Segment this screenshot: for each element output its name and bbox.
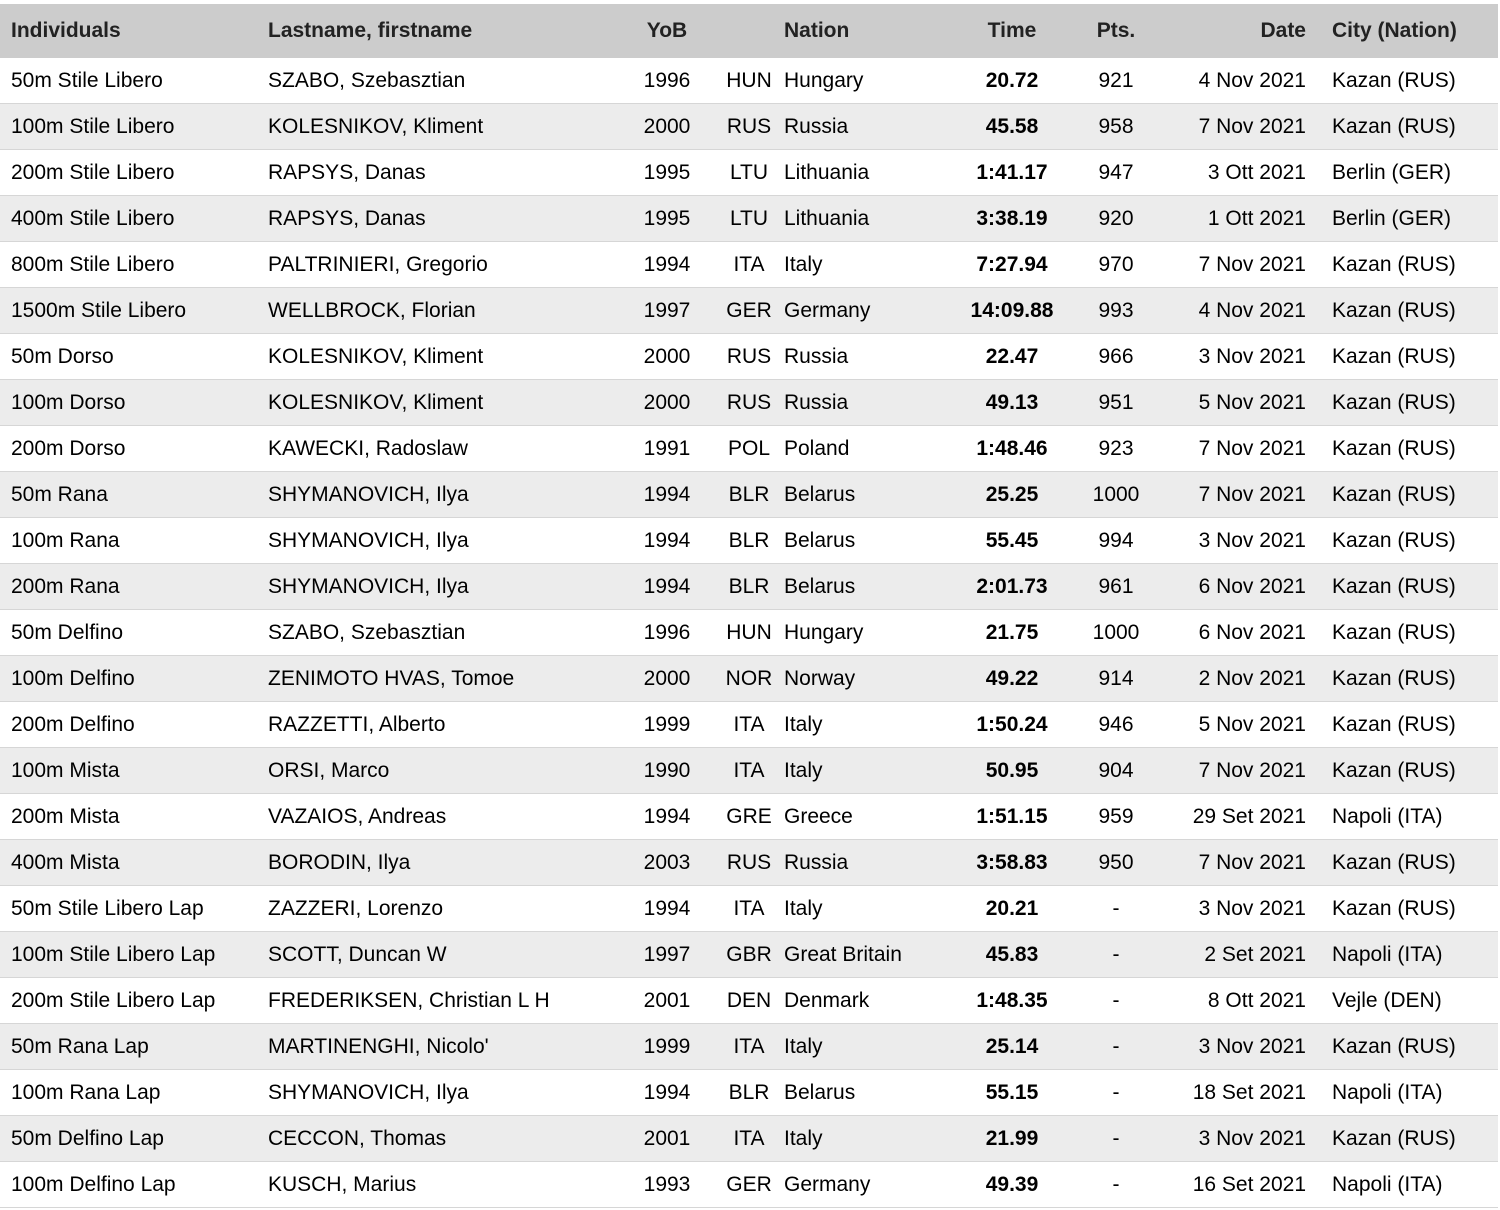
cell-athlete-name: VAZAIOS, Andreas	[268, 794, 620, 840]
cell-points: -	[1072, 886, 1160, 932]
cell-nation: Great Britain	[784, 932, 952, 978]
cell-athlete-name: WELLBROCK, Florian	[268, 288, 620, 334]
cell-event: 200m Stile Libero Lap	[0, 978, 268, 1024]
cell-points: -	[1072, 1070, 1160, 1116]
table-row	[0, 748, 1498, 794]
table-row	[0, 978, 1498, 1024]
cell-event: 200m Delfino	[0, 702, 268, 748]
table-row	[0, 1070, 1498, 1116]
table-row	[0, 288, 1498, 334]
cell-date: 4 Nov 2021	[1160, 288, 1310, 334]
cell-event: 50m Rana	[0, 472, 268, 518]
cell-date: 2 Nov 2021	[1160, 656, 1310, 702]
cell-event: 400m Mista	[0, 840, 268, 886]
cell-date: 7 Nov 2021	[1160, 748, 1310, 794]
cell-nation-code: GBR	[714, 932, 784, 978]
header-date: Date	[1160, 4, 1310, 58]
table-row	[0, 564, 1498, 610]
cell-event: 50m Delfino	[0, 610, 268, 656]
cell-time: 2:01.73	[952, 564, 1072, 610]
cell-event: 50m Stile Libero	[0, 58, 268, 104]
cell-date: 18 Set 2021	[1160, 1070, 1310, 1116]
cell-time: 3:58.83	[952, 840, 1072, 886]
cell-athlete-name: SZABO, Szebasztian	[268, 58, 620, 104]
cell-year-of-birth: 1994	[620, 564, 714, 610]
cell-date: 1 Ott 2021	[1160, 196, 1310, 242]
cell-year-of-birth: 2001	[620, 978, 714, 1024]
cell-nation-code: NOR	[714, 656, 784, 702]
cell-time: 14:09.88	[952, 288, 1072, 334]
cell-event: 100m Delfino	[0, 656, 268, 702]
cell-points: 1000	[1072, 610, 1160, 656]
cell-date: 5 Nov 2021	[1160, 702, 1310, 748]
cell-athlete-name: ZAZZERI, Lorenzo	[268, 886, 620, 932]
cell-year-of-birth: 2003	[620, 840, 714, 886]
cell-athlete-name: KOLESNIKOV, Kliment	[268, 104, 620, 150]
cell-time: 1:41.17	[952, 150, 1072, 196]
cell-nation: Belarus	[784, 1070, 952, 1116]
cell-year-of-birth: 1995	[620, 150, 714, 196]
cell-athlete-name: SHYMANOVICH, Ilya	[268, 1070, 620, 1116]
cell-nation-code: GRE	[714, 794, 784, 840]
cell-nation-code: ITA	[714, 242, 784, 288]
header-name: Lastname, firstname	[268, 4, 620, 58]
header-time: Time	[952, 4, 1072, 58]
cell-points: -	[1072, 978, 1160, 1024]
cell-time: 22.47	[952, 334, 1072, 380]
table-row	[0, 702, 1498, 748]
cell-event: 200m Dorso	[0, 426, 268, 472]
cell-year-of-birth: 2000	[620, 656, 714, 702]
cell-event: 100m Dorso	[0, 380, 268, 426]
cell-year-of-birth: 2001	[620, 1116, 714, 1162]
cell-city: Kazan (RUS)	[1310, 58, 1498, 104]
cell-athlete-name: KOLESNIKOV, Kliment	[268, 334, 620, 380]
cell-event: 800m Stile Libero	[0, 242, 268, 288]
table-row	[0, 242, 1498, 288]
cell-time: 1:51.15	[952, 794, 1072, 840]
cell-athlete-name: KUSCH, Marius	[268, 1162, 620, 1208]
cell-date: 3 Nov 2021	[1160, 1024, 1310, 1070]
cell-date: 7 Nov 2021	[1160, 426, 1310, 472]
cell-nation-code: RUS	[714, 840, 784, 886]
cell-points: 946	[1072, 702, 1160, 748]
cell-year-of-birth: 2000	[620, 334, 714, 380]
cell-nation-code: POL	[714, 426, 784, 472]
cell-time: 21.99	[952, 1116, 1072, 1162]
cell-nation: Norway	[784, 656, 952, 702]
cell-nation-code: ITA	[714, 702, 784, 748]
cell-athlete-name: KOLESNIKOV, Kliment	[268, 380, 620, 426]
cell-points: 994	[1072, 518, 1160, 564]
cell-time: 1:48.46	[952, 426, 1072, 472]
cell-date: 6 Nov 2021	[1160, 610, 1310, 656]
cell-year-of-birth: 1994	[620, 1070, 714, 1116]
header-row	[0, 4, 1498, 58]
cell-event: 50m Stile Libero Lap	[0, 886, 268, 932]
cell-year-of-birth: 1999	[620, 702, 714, 748]
cell-city: Kazan (RUS)	[1310, 840, 1498, 886]
cell-year-of-birth: 2000	[620, 104, 714, 150]
cell-event: 100m Stile Libero Lap	[0, 932, 268, 978]
cell-city: Berlin (GER)	[1310, 150, 1498, 196]
cell-city: Kazan (RUS)	[1310, 104, 1498, 150]
cell-date: 2 Set 2021	[1160, 932, 1310, 978]
cell-city: Kazan (RUS)	[1310, 288, 1498, 334]
cell-date: 3 Nov 2021	[1160, 886, 1310, 932]
cell-nation-code: HUN	[714, 58, 784, 104]
cell-city: Kazan (RUS)	[1310, 1024, 1498, 1070]
cell-date: 7 Nov 2021	[1160, 104, 1310, 150]
cell-points: 947	[1072, 150, 1160, 196]
cell-date: 5 Nov 2021	[1160, 380, 1310, 426]
cell-year-of-birth: 1994	[620, 886, 714, 932]
cell-city: Kazan (RUS)	[1310, 334, 1498, 380]
cell-city: Napoli (ITA)	[1310, 1070, 1498, 1116]
cell-points: 921	[1072, 58, 1160, 104]
header-yob: YoB	[620, 4, 714, 58]
table-row	[0, 840, 1498, 886]
table-row	[0, 334, 1498, 380]
cell-nation-code: ITA	[714, 1024, 784, 1070]
cell-city: Kazan (RUS)	[1310, 1116, 1498, 1162]
cell-date: 29 Set 2021	[1160, 794, 1310, 840]
cell-time: 25.14	[952, 1024, 1072, 1070]
cell-date: 16 Set 2021	[1160, 1162, 1310, 1208]
cell-city: Napoli (ITA)	[1310, 1162, 1498, 1208]
cell-city: Kazan (RUS)	[1310, 748, 1498, 794]
cell-year-of-birth: 1994	[620, 794, 714, 840]
cell-time: 20.72	[952, 58, 1072, 104]
cell-city: Kazan (RUS)	[1310, 610, 1498, 656]
table-row	[0, 886, 1498, 932]
cell-nation-code: BLR	[714, 518, 784, 564]
cell-time: 21.75	[952, 610, 1072, 656]
table-row	[0, 196, 1498, 242]
cell-nation-code: RUS	[714, 380, 784, 426]
cell-event: 1500m Stile Libero	[0, 288, 268, 334]
cell-points: -	[1072, 1162, 1160, 1208]
cell-points: 993	[1072, 288, 1160, 334]
cell-athlete-name: RAPSYS, Danas	[268, 150, 620, 196]
cell-points: 959	[1072, 794, 1160, 840]
cell-athlete-name: CECCON, Thomas	[268, 1116, 620, 1162]
cell-nation-code: BLR	[714, 564, 784, 610]
cell-year-of-birth: 1999	[620, 1024, 714, 1070]
cell-city: Kazan (RUS)	[1310, 564, 1498, 610]
cell-year-of-birth: 1994	[620, 242, 714, 288]
table-row	[0, 656, 1498, 702]
table-row	[0, 518, 1498, 564]
table-row	[0, 610, 1498, 656]
cell-nation: Denmark	[784, 978, 952, 1024]
cell-city: Kazan (RUS)	[1310, 886, 1498, 932]
cell-time: 49.13	[952, 380, 1072, 426]
cell-nation-code: RUS	[714, 104, 784, 150]
cell-athlete-name: RAPSYS, Danas	[268, 196, 620, 242]
cell-athlete-name: SHYMANOVICH, Ilya	[268, 472, 620, 518]
cell-points: 961	[1072, 564, 1160, 610]
cell-date: 3 Nov 2021	[1160, 334, 1310, 380]
cell-athlete-name: BORODIN, Ilya	[268, 840, 620, 886]
cell-date: 8 Ott 2021	[1160, 978, 1310, 1024]
cell-nation: Germany	[784, 288, 952, 334]
table-row	[0, 472, 1498, 518]
cell-nation-code: ITA	[714, 748, 784, 794]
cell-city: Kazan (RUS)	[1310, 242, 1498, 288]
cell-nation: Germany	[784, 1162, 952, 1208]
cell-nation-code: BLR	[714, 1070, 784, 1116]
cell-athlete-name: MARTINENGHI, Nicolo'	[268, 1024, 620, 1070]
cell-nation: Hungary	[784, 610, 952, 656]
cell-event: 50m Delfino Lap	[0, 1116, 268, 1162]
table-row	[0, 1162, 1498, 1208]
cell-city: Vejle (DEN)	[1310, 978, 1498, 1024]
cell-event: 200m Mista	[0, 794, 268, 840]
cell-nation-code: ITA	[714, 886, 784, 932]
cell-year-of-birth: 1996	[620, 58, 714, 104]
cell-city: Kazan (RUS)	[1310, 518, 1498, 564]
cell-athlete-name: FREDERIKSEN, Christian L H	[268, 978, 620, 1024]
cell-nation: Poland	[784, 426, 952, 472]
cell-nation-code: GER	[714, 288, 784, 334]
cell-date: 7 Nov 2021	[1160, 840, 1310, 886]
cell-year-of-birth: 1994	[620, 518, 714, 564]
cell-nation-code: LTU	[714, 150, 784, 196]
table-row	[0, 58, 1498, 104]
cell-time: 55.15	[952, 1070, 1072, 1116]
cell-nation-code: RUS	[714, 334, 784, 380]
table-row	[0, 104, 1498, 150]
cell-time: 25.25	[952, 472, 1072, 518]
cell-time: 45.58	[952, 104, 1072, 150]
table-row	[0, 794, 1498, 840]
cell-city: Kazan (RUS)	[1310, 472, 1498, 518]
cell-date: 3 Nov 2021	[1160, 1116, 1310, 1162]
cell-nation-code: BLR	[714, 472, 784, 518]
cell-nation: Russia	[784, 840, 952, 886]
header-city: City (Nation)	[1310, 4, 1498, 58]
cell-nation: Italy	[784, 886, 952, 932]
cell-nation: Italy	[784, 702, 952, 748]
cell-year-of-birth: 1997	[620, 288, 714, 334]
cell-event: 100m Mista	[0, 748, 268, 794]
cell-year-of-birth: 2000	[620, 380, 714, 426]
cell-points: -	[1072, 932, 1160, 978]
cell-time: 50.95	[952, 748, 1072, 794]
cell-nation-code: GER	[714, 1162, 784, 1208]
cell-event: 100m Rana Lap	[0, 1070, 268, 1116]
cell-athlete-name: SHYMANOVICH, Ilya	[268, 518, 620, 564]
cell-athlete-name: PALTRINIERI, Gregorio	[268, 242, 620, 288]
cell-event: 100m Stile Libero	[0, 104, 268, 150]
cell-year-of-birth: 1994	[620, 472, 714, 518]
cell-event: 100m Rana	[0, 518, 268, 564]
cell-date: 6 Nov 2021	[1160, 564, 1310, 610]
cell-athlete-name: ORSI, Marco	[268, 748, 620, 794]
cell-event: 200m Stile Libero	[0, 150, 268, 196]
cell-date: 3 Nov 2021	[1160, 518, 1310, 564]
cell-athlete-name: ZENIMOTO HVAS, Tomoe	[268, 656, 620, 702]
cell-event: 100m Delfino Lap	[0, 1162, 268, 1208]
cell-points: 950	[1072, 840, 1160, 886]
cell-nation-code: HUN	[714, 610, 784, 656]
cell-year-of-birth: 1996	[620, 610, 714, 656]
header-points: Pts.	[1072, 4, 1160, 58]
cell-year-of-birth: 1990	[620, 748, 714, 794]
table-row	[0, 380, 1498, 426]
cell-athlete-name: SCOTT, Duncan W	[268, 932, 620, 978]
cell-points: 904	[1072, 748, 1160, 794]
cell-year-of-birth: 1997	[620, 932, 714, 978]
cell-year-of-birth: 1991	[620, 426, 714, 472]
cell-nation: Italy	[784, 1116, 952, 1162]
cell-event: 200m Rana	[0, 564, 268, 610]
cell-time: 45.83	[952, 932, 1072, 978]
cell-city: Kazan (RUS)	[1310, 702, 1498, 748]
cell-points: 920	[1072, 196, 1160, 242]
cell-time: 55.45	[952, 518, 1072, 564]
cell-nation: Hungary	[784, 58, 952, 104]
cell-city: Kazan (RUS)	[1310, 380, 1498, 426]
header-code	[714, 4, 784, 58]
table-row	[0, 1116, 1498, 1162]
cell-time: 7:27.94	[952, 242, 1072, 288]
table-row	[0, 932, 1498, 978]
cell-nation: Greece	[784, 794, 952, 840]
cell-year-of-birth: 1993	[620, 1162, 714, 1208]
cell-nation: Lithuania	[784, 196, 952, 242]
records-table	[0, 4, 1498, 1208]
cell-athlete-name: RAZZETTI, Alberto	[268, 702, 620, 748]
cell-nation-code: ITA	[714, 1116, 784, 1162]
cell-nation-code: LTU	[714, 196, 784, 242]
cell-points: 970	[1072, 242, 1160, 288]
cell-time: 1:48.35	[952, 978, 1072, 1024]
cell-athlete-name: KAWECKI, Radoslaw	[268, 426, 620, 472]
cell-nation: Italy	[784, 1024, 952, 1070]
cell-date: 4 Nov 2021	[1160, 58, 1310, 104]
cell-points: 914	[1072, 656, 1160, 702]
cell-nation-code: DEN	[714, 978, 784, 1024]
table-row	[0, 426, 1498, 472]
header-nation: Nation	[784, 4, 952, 58]
cell-athlete-name: SHYMANOVICH, Ilya	[268, 564, 620, 610]
cell-nation: Russia	[784, 104, 952, 150]
cell-event: 50m Dorso	[0, 334, 268, 380]
cell-nation: Belarus	[784, 472, 952, 518]
cell-date: 7 Nov 2021	[1160, 242, 1310, 288]
cell-city: Kazan (RUS)	[1310, 656, 1498, 702]
cell-points: -	[1072, 1024, 1160, 1070]
cell-nation: Belarus	[784, 518, 952, 564]
cell-nation: Italy	[784, 748, 952, 794]
cell-nation: Italy	[784, 242, 952, 288]
cell-time: 20.21	[952, 886, 1072, 932]
cell-points: 966	[1072, 334, 1160, 380]
table-row	[0, 150, 1498, 196]
cell-date: 7 Nov 2021	[1160, 472, 1310, 518]
cell-time: 3:38.19	[952, 196, 1072, 242]
cell-points: 923	[1072, 426, 1160, 472]
cell-event: 400m Stile Libero	[0, 196, 268, 242]
cell-event: 50m Rana Lap	[0, 1024, 268, 1070]
cell-nation: Russia	[784, 334, 952, 380]
header-individuals: Individuals	[0, 4, 268, 58]
cell-nation: Lithuania	[784, 150, 952, 196]
cell-city: Kazan (RUS)	[1310, 426, 1498, 472]
cell-city: Berlin (GER)	[1310, 196, 1498, 242]
cell-points: 958	[1072, 104, 1160, 150]
cell-city: Napoli (ITA)	[1310, 794, 1498, 840]
cell-time: 1:50.24	[952, 702, 1072, 748]
records-body	[0, 58, 1498, 1208]
cell-points: -	[1072, 1116, 1160, 1162]
cell-points: 951	[1072, 380, 1160, 426]
cell-date: 3 Ott 2021	[1160, 150, 1310, 196]
cell-nation: Belarus	[784, 564, 952, 610]
cell-time: 49.39	[952, 1162, 1072, 1208]
cell-city: Napoli (ITA)	[1310, 932, 1498, 978]
cell-year-of-birth: 1995	[620, 196, 714, 242]
cell-nation: Russia	[784, 380, 952, 426]
cell-time: 49.22	[952, 656, 1072, 702]
cell-points: 1000	[1072, 472, 1160, 518]
cell-athlete-name: SZABO, Szebasztian	[268, 610, 620, 656]
table-row	[0, 1024, 1498, 1070]
